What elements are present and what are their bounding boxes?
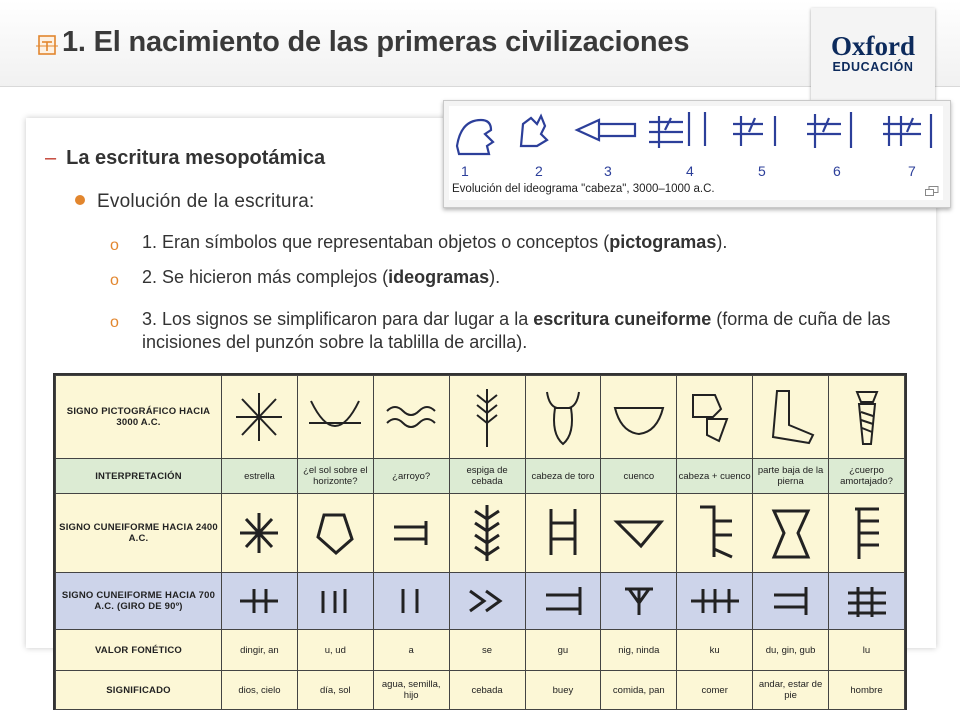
cuneiform-cell <box>525 494 601 573</box>
barley-pictogram <box>467 385 507 449</box>
text-run: ). <box>716 232 728 252</box>
sun-cuneiform <box>310 505 360 561</box>
table-cell: ¿cuerpo amortajado? <box>829 459 905 494</box>
circle-bullet-icon: o <box>110 272 119 289</box>
barley-cuneiform <box>465 501 509 565</box>
du-sign <box>766 581 816 621</box>
glyph-caption: Evolución del ideograma "cabeza", 3000–1000 a.C. <box>452 183 715 195</box>
glyph-number: 3 <box>604 163 612 179</box>
cuneiform-cell <box>449 494 525 573</box>
cabeza-glyph-evolution <box>449 106 943 166</box>
glyph-number: 6 <box>833 163 841 179</box>
table-cell: cabeza de toro <box>525 459 601 494</box>
circle-bullet-icon: o <box>110 314 119 331</box>
glyph-2 <box>521 116 547 146</box>
cuneiform-cell <box>373 494 449 573</box>
cuneiform-cell <box>449 573 525 630</box>
body-pictogram <box>847 386 887 448</box>
list-item-text <box>142 231 910 254</box>
a-sign <box>391 581 431 621</box>
stream-pictogram <box>381 387 441 447</box>
se-sign <box>462 581 512 621</box>
gu-sign <box>538 581 588 621</box>
table-cell: estrella <box>222 459 298 494</box>
row-header: SIGNIFICADO <box>56 671 222 710</box>
cuneiform-cell <box>222 573 298 630</box>
glyph-strip <box>449 106 943 200</box>
table-cell: dios, cielo <box>222 671 298 710</box>
table-cell: cuenco <box>601 459 677 494</box>
list-item-text <box>142 266 910 289</box>
pictogram-cell <box>601 376 677 459</box>
table-cell: espiga de cebada <box>449 459 525 494</box>
pictogram-cell <box>449 376 525 459</box>
table-cell: du, gin, gub <box>753 630 829 671</box>
table-cell: ¿arroyo? <box>373 459 449 494</box>
table-cell: u, ud <box>297 630 373 671</box>
table-cell: cebada <box>449 671 525 710</box>
cuneiform-cell <box>297 494 373 573</box>
sun-pictogram <box>305 387 365 447</box>
text-run: ). <box>489 267 501 287</box>
table-cell: cabeza + cuenco <box>677 459 753 494</box>
cuneiform-cell <box>222 494 298 573</box>
table-cell: ku <box>677 630 753 671</box>
ox-head-pictogram <box>541 386 585 448</box>
glyph-number: 7 <box>908 163 916 179</box>
table-cell: nig, ninda <box>601 630 677 671</box>
star-pictogram <box>234 387 284 447</box>
table-row-pictographic <box>56 376 905 459</box>
oxford-logo <box>811 8 935 100</box>
glyph-5 <box>733 116 775 146</box>
ud-sign <box>315 581 355 621</box>
glyph-number: 4 <box>686 163 694 179</box>
cuneiform-cell <box>753 494 829 573</box>
dingir-sign <box>234 581 284 621</box>
row-header: VALOR FONÉTICO <box>56 630 222 671</box>
table-row-meaning <box>56 671 905 710</box>
man-cuneiform <box>845 503 889 563</box>
document-icon <box>36 34 58 56</box>
table-cell: andar, estar de pie <box>753 671 829 710</box>
eat-pictogram <box>687 387 743 447</box>
list-item <box>110 231 910 254</box>
glyph-number: 5 <box>758 163 766 179</box>
bold-term: escritura cuneiforme <box>533 309 712 329</box>
eat-cuneiform <box>690 501 740 565</box>
text-run: 2. Se hicieron más complejos ( <box>142 267 389 287</box>
list-item-text <box>142 308 910 354</box>
logo-subtitle: EDUCACIÓN <box>832 60 914 74</box>
glyph-7 <box>883 114 931 148</box>
glyph-1 <box>457 120 493 154</box>
glyph-number: 1 <box>461 163 469 179</box>
cuneiform-cell <box>601 573 677 630</box>
circle-bullet-icon: o <box>110 237 119 254</box>
logo-brand: Oxford <box>831 31 915 61</box>
row-header: SIGNO CUNEIFORME HACIA 2400 A.C. <box>56 494 222 573</box>
table-cell: comida, pan <box>601 671 677 710</box>
ox-cuneiform <box>541 503 585 563</box>
cuneiform-cell <box>297 573 373 630</box>
table-cell: buey <box>525 671 601 710</box>
cuneiform-cell <box>677 573 753 630</box>
pictogram-cell <box>222 376 298 459</box>
cuneiform-cell <box>373 573 449 630</box>
subheading-text: Evolución de la escritura: <box>97 191 315 212</box>
text-run: 3. Los signos se simplificaron para dar lugar a la <box>142 309 534 329</box>
dash-bullet: – <box>45 147 57 169</box>
cuneiform-cell <box>753 573 829 630</box>
row-header: SIGNO PICTOGRÁFICO HACIA 3000 A.C. <box>56 376 222 459</box>
leg-cuneiform <box>766 503 816 563</box>
slide-title: 1. El nacimiento de las primeras civilizaciones <box>62 26 690 58</box>
glyph-6 <box>807 112 851 148</box>
bowl-pictogram <box>611 392 667 442</box>
pictogram-cell <box>753 376 829 459</box>
star-cuneiform <box>234 505 284 561</box>
table-cell: dingir, an <box>222 630 298 671</box>
water-cuneiform <box>386 505 436 561</box>
leg-pictogram <box>763 387 819 447</box>
cuneiform-cell <box>601 494 677 573</box>
table-row-cuneiform-2400 <box>56 494 905 573</box>
lu-sign <box>842 581 892 621</box>
table-cell: a <box>373 630 449 671</box>
bold-term: pictogramas <box>609 232 717 252</box>
table-row-cuneiform-700 <box>56 573 905 630</box>
pictogram-cell <box>297 376 373 459</box>
list-item <box>110 266 910 289</box>
table-cell: gu <box>525 630 601 671</box>
pictogram-cell <box>677 376 753 459</box>
cuneiform-cell <box>525 573 601 630</box>
glyph-4 <box>649 112 705 148</box>
enlarge-icon <box>925 186 939 196</box>
table-cell: día, sol <box>297 671 373 710</box>
glyph-number: 2 <box>535 163 543 179</box>
table-row-phonetic <box>56 630 905 671</box>
table-cell: lu <box>829 630 905 671</box>
bowl-cuneiform <box>611 508 667 558</box>
pictogram-cell <box>373 376 449 459</box>
bold-term: ideogramas <box>388 267 490 287</box>
glyph-3 <box>577 120 635 140</box>
text-run: (forma de cuña de las incisiones del punzón sobre la tablilla de arcilla). <box>142 309 891 352</box>
row-header: INTERPRETACIÓN <box>56 459 222 494</box>
pictogram-cell <box>525 376 601 459</box>
table-cell: ¿el sol sobre el horizonte? <box>297 459 373 494</box>
cuneiform-cell <box>829 494 905 573</box>
table-cell: agua, semilla, hijo <box>373 671 449 710</box>
subheading <box>75 191 314 213</box>
table-cell: se <box>449 630 525 671</box>
cabeza-ideogram-image <box>443 100 951 208</box>
cuneiform-cell <box>677 494 753 573</box>
table-cell: comer <box>677 671 753 710</box>
cuneiform-table <box>53 373 907 710</box>
table-cell: parte baja de la pierna <box>753 459 829 494</box>
text-run: 1. Eran símbolos que representaban objetos o conceptos ( <box>142 232 610 252</box>
table-row-interpretation <box>56 459 905 494</box>
list-item <box>110 308 910 354</box>
cuneiform-cell <box>829 573 905 630</box>
ninda-sign <box>619 581 659 621</box>
ku-sign <box>685 581 745 621</box>
row-header: SIGNO CUNEIFORME HACIA 700 A.C. (GIRO DE 90º) <box>56 573 222 630</box>
heading-text: La escritura mesopotámica <box>66 147 326 169</box>
dot-bullet-icon <box>75 195 85 205</box>
section-heading <box>45 147 325 170</box>
cuneiform-table-grid <box>55 375 905 710</box>
table-cell: hombre <box>829 671 905 710</box>
pictogram-cell <box>829 376 905 459</box>
